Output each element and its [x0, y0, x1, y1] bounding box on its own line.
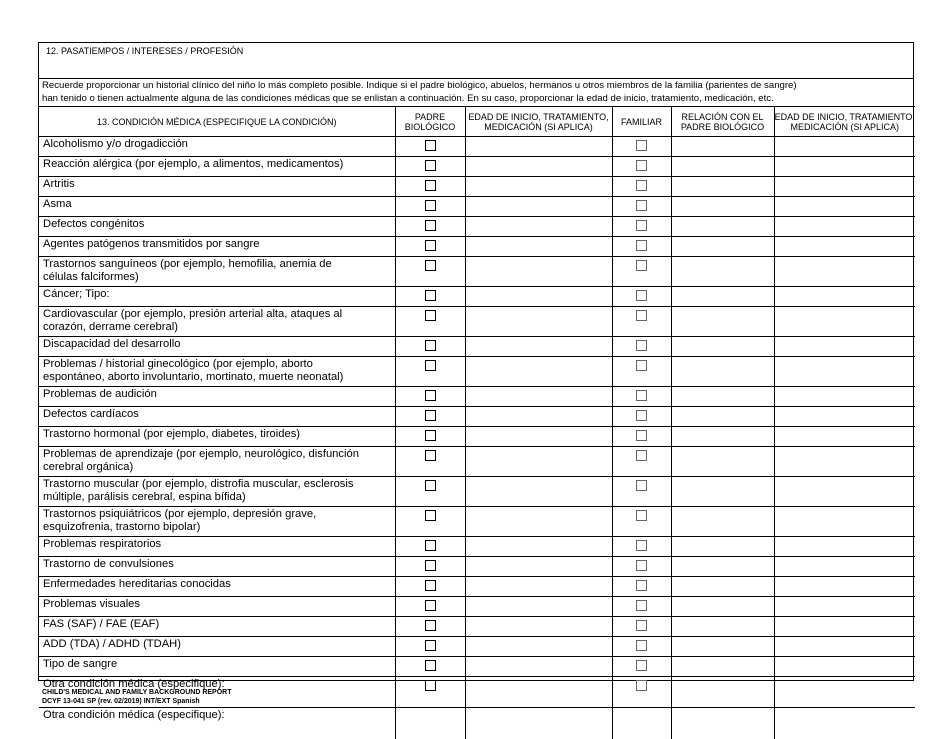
relationship-field[interactable] [671, 407, 774, 427]
bio-father-details-field[interactable] [465, 237, 612, 257]
bio-father-checkbox-cell [395, 357, 465, 387]
family-checkbox[interactable] [636, 160, 647, 171]
bio-father-checkbox[interactable] [425, 640, 436, 651]
bio-father-details-field[interactable] [465, 507, 612, 537]
family-details-field[interactable] [774, 217, 915, 237]
family-details-field[interactable] [774, 407, 915, 427]
bio-father-checkbox-cell [395, 477, 465, 507]
bio-father-details-field[interactable] [465, 337, 612, 357]
table-row [39, 577, 915, 597]
family-checkbox-cell [612, 597, 671, 617]
bio-father-details-field[interactable] [465, 387, 612, 407]
condition-cell [39, 177, 395, 197]
family-checkbox[interactable] [636, 290, 647, 301]
family-details-field[interactable] [774, 677, 915, 708]
family-details-field[interactable] [774, 357, 915, 387]
family-checkbox-cell [612, 357, 671, 387]
bio-father-details-field[interactable] [465, 137, 612, 157]
bio-father-details-field[interactable] [465, 657, 612, 677]
bio-father-checkbox-cell [395, 387, 465, 407]
family-checkbox-cell [612, 708, 671, 739]
relationship-field[interactable] [671, 357, 774, 387]
condition-label: Agentes patógenos transmitidos por sangre [43, 238, 260, 250]
family-checkbox[interactable] [636, 640, 647, 651]
bio-father-checkbox-cell [395, 677, 465, 708]
condition-cell [39, 617, 395, 637]
bio-father-checkbox[interactable] [425, 450, 436, 461]
table-row [39, 617, 915, 637]
table-body [39, 137, 915, 739]
family-details-field[interactable] [774, 197, 915, 217]
condition-cell [39, 387, 395, 407]
family-checkbox[interactable] [636, 340, 647, 351]
condition-cell [39, 507, 395, 537]
bio-father-checkbox[interactable] [425, 510, 436, 521]
relationship-field[interactable] [671, 708, 774, 739]
family-checkbox-cell [612, 257, 671, 287]
condition-cell [39, 287, 395, 307]
header-bio-father: PADRE BIOLÓGICO [395, 107, 465, 137]
bio-father-details-field[interactable] [465, 537, 612, 557]
bio-father-checkbox-cell [395, 577, 465, 597]
bio-father-checkbox[interactable] [425, 240, 436, 251]
bio-father-checkbox[interactable] [425, 200, 436, 211]
table-row [39, 197, 915, 217]
condition-cell [39, 537, 395, 557]
table-row [39, 357, 915, 387]
table-row [39, 337, 915, 357]
condition-label: Trastornos psiquiátricos (por ejemplo, depresión grave, [43, 508, 317, 520]
bio-father-checkbox[interactable] [425, 140, 436, 151]
bio-father-checkbox[interactable] [425, 410, 436, 421]
family-checkbox-cell [612, 287, 671, 307]
family-checkbox-cell [612, 197, 671, 217]
bio-father-checkbox[interactable] [425, 680, 436, 691]
family-checkbox[interactable] [636, 540, 647, 551]
table-row [39, 557, 915, 577]
table-row [39, 507, 915, 537]
bio-father-checkbox[interactable] [425, 340, 436, 351]
table-row [39, 257, 915, 287]
condition-cell [39, 657, 395, 677]
condition-label: Asma [43, 198, 72, 210]
family-checkbox[interactable] [636, 660, 647, 671]
family-details-field[interactable] [774, 287, 915, 307]
bio-father-checkbox-cell [395, 557, 465, 577]
family-checkbox-cell [612, 407, 671, 427]
family-details-field[interactable] [774, 507, 915, 537]
relationship-field[interactable] [671, 537, 774, 557]
condition-label: Otra condición médica (especifique): [43, 709, 225, 721]
bio-father-details-field[interactable] [465, 617, 612, 637]
family-checkbox[interactable] [636, 480, 647, 491]
bio-father-checkbox-cell [395, 217, 465, 237]
condition-label: Reacción alérgica (por ejemplo, a alimentos, medicamentos) [43, 158, 344, 170]
bio-father-details-field[interactable] [465, 407, 612, 427]
family-details-field[interactable] [774, 557, 915, 577]
family-checkbox-cell [612, 387, 671, 407]
relationship-field[interactable] [671, 657, 774, 677]
condition-cell [39, 217, 395, 237]
bio-father-checkbox-cell [395, 597, 465, 617]
bio-father-checkbox[interactable] [425, 360, 436, 371]
family-checkbox-cell [612, 157, 671, 177]
family-checkbox[interactable] [636, 390, 647, 401]
family-checkbox-cell [612, 237, 671, 257]
family-details-field[interactable] [774, 447, 915, 477]
relationship-field[interactable] [671, 177, 774, 197]
condition-label: Tipo de sangre [43, 658, 118, 670]
condition-label: Trastornos sanguíneos (por ejemplo, hemofilia, anemia de [43, 258, 332, 270]
relationship-field[interactable] [671, 337, 774, 357]
condition-cell [39, 597, 395, 617]
family-checkbox[interactable] [636, 580, 647, 591]
family-checkbox[interactable] [636, 450, 647, 461]
condition-cell [39, 237, 395, 257]
bio-father-details-field[interactable] [465, 577, 612, 597]
bio-father-details-field[interactable] [465, 257, 612, 287]
bio-father-checkbox-cell [395, 708, 465, 739]
condition-cell [39, 427, 395, 447]
table-row [39, 157, 915, 177]
table-row [39, 307, 915, 337]
condition-label-cont: múltiple, parálisis cerebral, espina bífida) [43, 491, 246, 503]
bio-father-checkbox[interactable] [425, 560, 436, 571]
table-header-row [39, 107, 915, 137]
bio-father-details-field[interactable] [465, 217, 612, 237]
bio-father-details-field[interactable] [465, 427, 612, 447]
header-age-onset-1: EDAD DE INICIO, TRATAMIENTO, MEDICACIÓN (SI APLICA) [465, 107, 612, 137]
bio-father-checkbox[interactable] [425, 390, 436, 401]
condition-label: Cardiovascular (por ejemplo, presión arterial alta, ataques al [43, 308, 343, 320]
family-details-field[interactable] [774, 177, 915, 197]
table-row [39, 477, 915, 507]
bio-father-checkbox[interactable] [425, 160, 436, 171]
family-details-field[interactable] [774, 237, 915, 257]
table-row [39, 287, 915, 307]
table-row [39, 637, 915, 657]
bio-father-details-field[interactable] [465, 708, 612, 739]
family-checkbox-cell [612, 307, 671, 337]
condition-cell [39, 447, 395, 477]
bio-father-checkbox[interactable] [425, 180, 436, 191]
condition-cell [39, 708, 395, 739]
condition-label: ADD (TDA) / ADHD (TDAH) [43, 638, 181, 650]
relationship-field[interactable] [671, 387, 774, 407]
family-checkbox[interactable] [636, 200, 647, 211]
family-details-field[interactable] [774, 537, 915, 557]
family-details-field[interactable] [774, 427, 915, 447]
header-condition: 13. CONDICIÓN MÉDICA (ESPECIFIQUE LA CONDICIÓN) [39, 107, 395, 137]
family-checkbox[interactable] [636, 680, 647, 691]
condition-label-cont: espontáneo, aborto involuntario, mortinato, muerte neonatal) [43, 371, 344, 383]
bio-father-checkbox-cell [395, 237, 465, 257]
condition-label: FAS (SAF) / FAE (EAF) [43, 618, 160, 630]
bio-father-details-field[interactable] [465, 677, 612, 708]
condition-label: Defectos congénitos [43, 218, 145, 230]
relationship-field[interactable] [671, 597, 774, 617]
bio-father-details-field[interactable] [465, 357, 612, 387]
bio-father-checkbox[interactable] [425, 430, 436, 441]
bio-father-checkbox[interactable] [425, 480, 436, 491]
bio-father-checkbox-cell [395, 427, 465, 447]
bio-father-checkbox-cell [395, 447, 465, 477]
family-checkbox-cell [612, 537, 671, 557]
condition-label: Trastorno hormonal (por ejemplo, diabetes, tiroides) [43, 428, 301, 440]
condition-cell [39, 577, 395, 597]
condition-cell [39, 197, 395, 217]
family-checkbox[interactable] [636, 360, 647, 371]
family-checkbox[interactable] [636, 620, 647, 631]
family-details-field[interactable] [774, 307, 915, 337]
bio-father-details-field[interactable] [465, 557, 612, 577]
bio-father-checkbox[interactable] [425, 580, 436, 591]
table-row [39, 657, 915, 677]
condition-cell [39, 137, 395, 157]
table-row [39, 427, 915, 447]
family-checkbox[interactable] [636, 510, 647, 521]
condition-cell [39, 157, 395, 177]
form-footer [42, 688, 232, 706]
intro-line-2: han tenido o tienen actualmente alguna de las condiciones médicas que se enlistan a continuación. En su caso, proporcionar la edad de inicio, tratamiento, medicación, etc. [42, 93, 774, 104]
table-row [39, 177, 915, 197]
relationship-field[interactable] [671, 617, 774, 637]
family-checkbox-cell [612, 637, 671, 657]
family-checkbox-cell [612, 217, 671, 237]
bio-father-details-field[interactable] [465, 177, 612, 197]
relationship-field[interactable] [671, 557, 774, 577]
bio-father-details-field[interactable] [465, 637, 612, 657]
family-checkbox-cell [612, 337, 671, 357]
family-details-field[interactable] [774, 257, 915, 287]
family-checkbox-cell [612, 137, 671, 157]
family-details-field[interactable] [774, 387, 915, 407]
bio-father-checkbox[interactable] [425, 620, 436, 631]
bio-father-checkbox-cell [395, 617, 465, 637]
relationship-field[interactable] [671, 307, 774, 337]
bio-father-checkbox-cell [395, 657, 465, 677]
relationship-field[interactable] [671, 507, 774, 537]
footer-title: CHILD'S MEDICAL AND FAMILY BACKGROUND REPORT [42, 689, 232, 696]
family-details-field[interactable] [774, 157, 915, 177]
condition-cell [39, 637, 395, 657]
bio-father-details-field[interactable] [465, 597, 612, 617]
bio-father-checkbox[interactable] [425, 540, 436, 551]
condition-cell [39, 477, 395, 507]
condition-label: Trastorno muscular (por ejemplo, distrofia muscular, esclerosis [43, 478, 354, 490]
relationship-field[interactable] [671, 677, 774, 708]
relationship-field[interactable] [671, 197, 774, 217]
condition-cell [39, 557, 395, 577]
condition-label: Defectos cardíacos [43, 408, 139, 420]
intro-line-1: Recuerde proporcionar un historial clínico del niño lo más completo posible. Indique si el padre biológico, abuelos, hermanos u otros miembros de la familia (parientes de sangre) [42, 80, 797, 91]
table-row [39, 217, 915, 237]
bio-father-checkbox[interactable] [425, 600, 436, 611]
family-checkbox-cell [612, 427, 671, 447]
header-relationship: RELACIÓN CON EL PADRE BIOLÓGICO [671, 107, 774, 137]
family-checkbox[interactable] [636, 410, 647, 421]
section-12-label: 12. PASATIEMPOS / INTERESES / PROFESIÓN [46, 46, 244, 56]
bio-father-checkbox[interactable] [425, 220, 436, 231]
condition-cell [39, 407, 395, 427]
bio-father-checkbox-cell [395, 287, 465, 307]
family-details-field[interactable] [774, 597, 915, 617]
table-row [39, 237, 915, 257]
relationship-field[interactable] [671, 477, 774, 507]
condition-label: Trastorno de convulsiones [43, 558, 174, 570]
condition-label: Problemas / historial ginecológico (por ejemplo, aborto [43, 358, 313, 370]
bio-father-details-field[interactable] [465, 447, 612, 477]
table-row [39, 407, 915, 427]
header-age-onset-2: EDAD DE INICIO, TRATAMIENTO, MEDICACIÓN (SI APLICA) [774, 107, 915, 137]
bio-father-checkbox-cell [395, 197, 465, 217]
bio-father-details-field[interactable] [465, 307, 612, 337]
bio-father-checkbox-cell [395, 637, 465, 657]
family-checkbox-cell [612, 577, 671, 597]
relationship-field[interactable] [671, 217, 774, 237]
bio-father-checkbox-cell [395, 257, 465, 287]
condition-label-cont: esquizofrenia, trastorno bipolar) [43, 521, 201, 533]
relationship-field[interactable] [671, 137, 774, 157]
family-checkbox[interactable] [636, 260, 647, 271]
family-checkbox[interactable] [636, 140, 647, 151]
bio-father-checkbox-cell [395, 507, 465, 537]
condition-label: Problemas respiratorios [43, 538, 162, 550]
family-checkbox-cell [612, 557, 671, 577]
family-checkbox-cell [612, 657, 671, 677]
relationship-field[interactable] [671, 257, 774, 287]
family-checkbox-cell [612, 477, 671, 507]
footer-form-number: DCYF 13-041 SP (rev. 02/2019) INT/EXT Spanish [42, 698, 200, 705]
bio-father-checkbox-cell [395, 307, 465, 337]
family-checkbox[interactable] [636, 180, 647, 191]
bio-father-checkbox-cell [395, 177, 465, 197]
relationship-field[interactable] [671, 577, 774, 597]
family-checkbox[interactable] [636, 220, 647, 231]
condition-label-cont: células falciformes) [43, 271, 139, 283]
condition-label: Discapacidad del desarrollo [43, 338, 181, 350]
bio-father-checkbox[interactable] [425, 260, 436, 271]
family-checkbox-cell [612, 617, 671, 637]
family-checkbox-cell [612, 507, 671, 537]
family-details-field[interactable] [774, 708, 915, 739]
condition-label: Alcoholismo y/o drogadicción [43, 138, 188, 150]
family-details-field[interactable] [774, 637, 915, 657]
family-checkbox[interactable] [636, 240, 647, 251]
condition-cell [39, 257, 395, 287]
condition-label: Cáncer; Tipo: [43, 288, 110, 300]
relationship-field[interactable] [671, 637, 774, 657]
bio-father-checkbox-cell [395, 337, 465, 357]
condition-cell [39, 357, 395, 387]
condition-label: Artritis [43, 178, 75, 190]
bio-father-checkbox[interactable] [425, 310, 436, 321]
family-details-field[interactable] [774, 617, 915, 637]
relationship-field[interactable] [671, 447, 774, 477]
bio-father-checkbox[interactable] [425, 290, 436, 301]
relationship-field[interactable] [671, 287, 774, 307]
medical-conditions-table [39, 106, 915, 739]
condition-cell [39, 307, 395, 337]
intro-text [42, 79, 910, 105]
relationship-field[interactable] [671, 157, 774, 177]
condition-label: Problemas de audición [43, 388, 157, 400]
bio-father-details-field[interactable] [465, 197, 612, 217]
condition-label-cont: corazón, derrame cerebral) [43, 321, 178, 333]
family-checkbox-cell [612, 677, 671, 708]
family-checkbox[interactable] [636, 600, 647, 611]
bio-father-details-field[interactable] [465, 287, 612, 307]
condition-label-cont: cerebral orgánica) [43, 461, 134, 473]
family-checkbox[interactable] [636, 310, 647, 321]
condition-label: Otra condición médica (especifique): [43, 678, 225, 690]
table-row [39, 447, 915, 477]
family-details-field[interactable] [774, 137, 915, 157]
family-details-field[interactable] [774, 577, 915, 597]
relationship-field[interactable] [671, 427, 774, 447]
family-checkbox[interactable] [636, 560, 647, 571]
family-checkbox-cell [612, 447, 671, 477]
bio-father-checkbox-cell [395, 537, 465, 557]
bio-father-details-field[interactable] [465, 157, 612, 177]
condition-label: Enfermedades hereditarias conocidas [43, 578, 231, 590]
family-details-field[interactable] [774, 657, 915, 677]
table-row [39, 387, 915, 407]
condition-label: Problemas visuales [43, 598, 141, 610]
table-row [39, 708, 915, 739]
family-details-field[interactable] [774, 477, 915, 507]
table-row [39, 137, 915, 157]
bio-father-checkbox[interactable] [425, 660, 436, 671]
header-family: FAMILIAR [612, 107, 671, 137]
family-checkbox-cell [612, 177, 671, 197]
bio-father-checkbox-cell [395, 407, 465, 427]
bio-father-checkbox-cell [395, 157, 465, 177]
condition-label: Problemas de aprendizaje (por ejemplo, neurológico, disfunción [43, 448, 359, 460]
bio-father-details-field[interactable] [465, 477, 612, 507]
family-details-field[interactable] [774, 337, 915, 357]
table-row [39, 537, 915, 557]
table-row [39, 597, 915, 617]
family-checkbox[interactable] [636, 430, 647, 441]
condition-cell [39, 337, 395, 357]
bio-father-checkbox-cell [395, 137, 465, 157]
relationship-field[interactable] [671, 237, 774, 257]
